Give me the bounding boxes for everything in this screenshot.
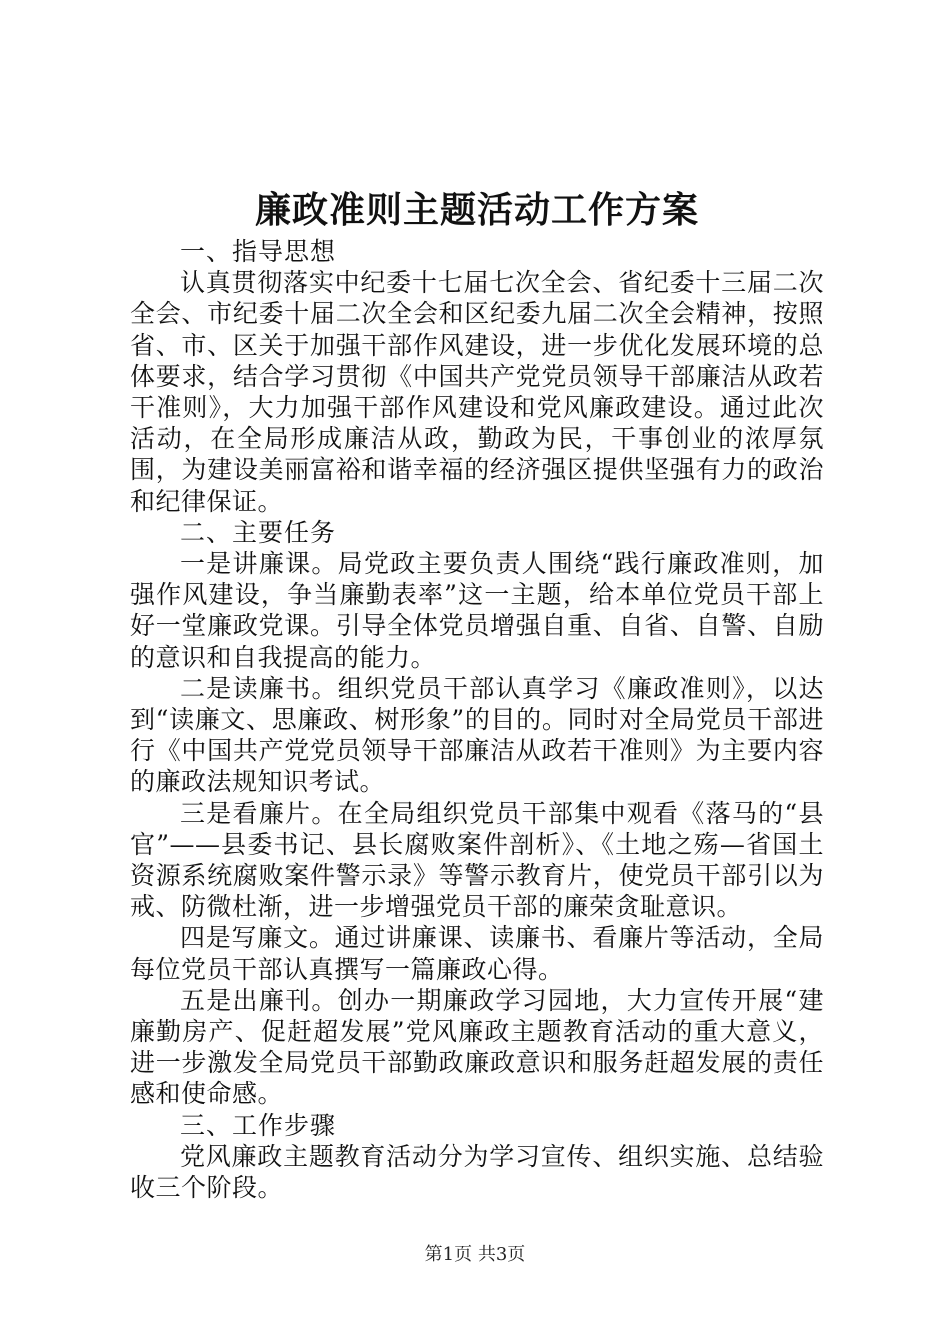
paragraph: 二是读廉书。组织党员干部认真学习《廉政准则》，以达到“读廉文、思廉政、树形象”的目的。同时对全局党员干部进行《中国共产党党员领导干部廉洁从政若干准则》为主要内容的廉政法规知识考试。 (130, 673, 824, 797)
paragraph: 四是写廉文。通过讲廉课、读廉书、看廉片等活动，全局每位党员干部认真撰写一篇廉政心得。 (130, 923, 824, 984)
paragraph: 三是看廉片。在全局组织党员干部集中观看《落马的“县官”——县委书记、县长腐败案件剖析》、《土地之殇—省国土资源系统腐败案件警示录》等警示教育片，使党员干部引以为戒、防微杜渐，进一步增强党员干部的廉荣贪耻意识。 (130, 798, 824, 922)
section-guiding-ideology (130, 236, 824, 517)
paragraph: 党风廉政主题教育活动分为学习宣传、组织实施、总结验收三个阶段。 (130, 1141, 824, 1203)
paragraph: 认真贯彻落实中纪委十七届七次全会、省纪委十三届二次全会、市纪委十届二次全会和区纪委九届二次全会精神，按照省、市、区关于加强干部作风建设，进一步优化发展环境的总体要求，结合学习贯彻《中国共产党党员领导干部廉洁从政若干准则》，大力加强干部作风建设和党风廉政建设。通过此次活动，在全局形成廉洁从政，勤政为民，干事创业的浓厚氛围，为建设美丽富裕和谐幸福的经济强区提供坚强有力的政治和纪律保证。 (130, 268, 824, 516)
section-heading: 二、主要任务 (180, 517, 337, 547)
document-page (130, 186, 824, 1203)
section-heading: 一、指导思想 (180, 237, 337, 266)
paragraph: 五是出廉刊。创办一期廉政学习园地，大力宣传开展“建廉勤房产、促赶超发展”党风廉政主题教育活动的重大意义，进一步激发全局党员干部勤政廉政意识和服务赶超发展的责任感和使命感。 (130, 985, 824, 1109)
section-heading: 三、工作步骤 (180, 1110, 337, 1140)
page-number-footer: 第1页 共3页 (424, 1244, 526, 1265)
paragraph: 一是讲廉课。局党政主要负责人围绕“践行廉政准则，加强作风建设，争当廉勤表率”这一主题，给本单位党员干部上好一堂廉政党课。引导全体党员增强自重、自省、自警、自励的意识和自我提高的能力。 (130, 549, 824, 672)
document-title: 廉政准则主题活动工作方案 (254, 189, 699, 231)
section-main-tasks (130, 517, 824, 1110)
section-work-steps (130, 1110, 824, 1204)
